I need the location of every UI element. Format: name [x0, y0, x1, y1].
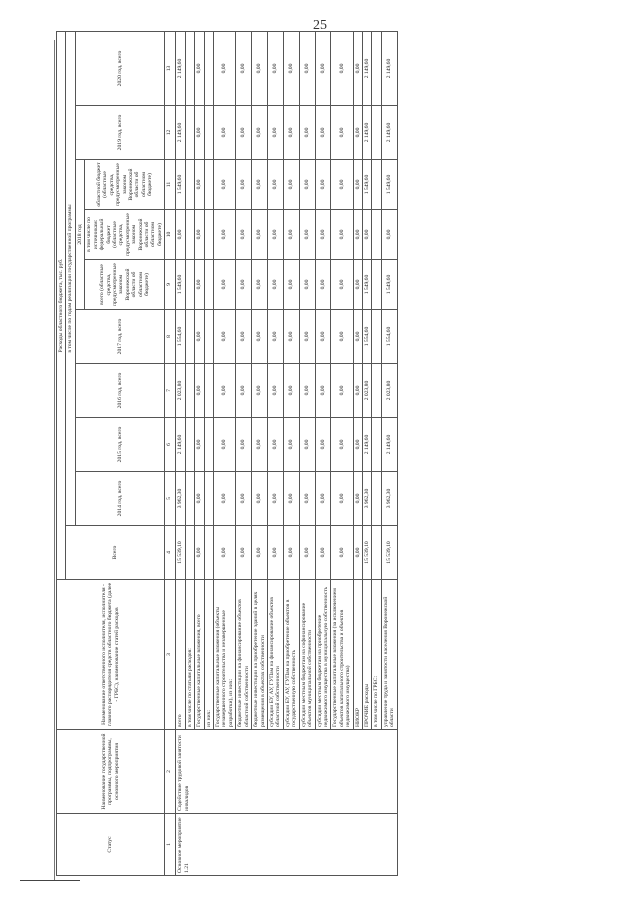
value-cell: 0,00 [353, 32, 362, 106]
value-cell [372, 526, 381, 580]
row-label: субсидии местным бюджетам на софинансирование объектов муниципальной собственности [299, 580, 315, 730]
row-label: субсидии БУ, АУ, ГУПам на финансирование объектов областной собственности [267, 580, 283, 730]
value-cell: 0,00 [252, 364, 268, 418]
value-cell [372, 106, 381, 160]
row-label: в том числе по статьям расходов: [185, 580, 194, 730]
row-label: Государственные капитальные вложения (за исключением объектов капитального строительства и объектов недвижимого имущества) [331, 580, 353, 730]
value-cell: 0,00 [331, 160, 353, 210]
value-cell: 0,00 [214, 260, 236, 310]
value-cell: 2 149,60 [363, 32, 372, 106]
value-cell: 0,00 [267, 210, 283, 260]
value-cell [372, 32, 381, 106]
value-cell: 2 149,60 [363, 418, 372, 472]
value-cell: 0,00 [267, 310, 283, 364]
header-2014: 2014 год, всего [75, 472, 164, 526]
value-cell: 0,00 [363, 210, 372, 260]
row-label: субсидии местным бюджетам на приобретение недвижимого имущества в муниципальную собственность [315, 580, 331, 730]
value-cell [204, 526, 213, 580]
value-cell: 2 149,60 [176, 32, 185, 106]
value-cell: 0,00 [331, 210, 353, 260]
value-cell: 15 539,10 [381, 526, 397, 580]
header-2018-total: всего (областные средства, предусмотренные законом Воронежской области об областном бюджете) [85, 260, 165, 310]
value-cell: 0,00 [214, 364, 236, 418]
value-cell: 0,00 [195, 210, 204, 260]
value-cell: 0,00 [267, 364, 283, 418]
row-label: ПРОЧИЕ расходы [363, 580, 372, 730]
value-cell: 0,00 [267, 260, 283, 310]
header-2018-regional: областной бюджет (областные средства, предусмотренные законом Воронежской области об областном бюджете) [85, 160, 165, 210]
value-cell [204, 364, 213, 418]
value-cell: 2 149,60 [381, 106, 397, 160]
value-cell [204, 310, 213, 364]
value-cell: 0,00 [353, 526, 362, 580]
value-cell: 0,00 [315, 210, 331, 260]
value-cell: 0,00 [252, 526, 268, 580]
value-cell [185, 260, 194, 310]
value-cell: 3 962,30 [176, 472, 185, 526]
row-label: Государственные капитальные вложения (объекты незавершенного строительства и незавершенные разработки), из них: [214, 580, 236, 730]
value-cell [204, 210, 213, 260]
value-cell: 0,00 [299, 260, 315, 310]
value-cell: 0,00 [214, 160, 236, 210]
value-cell: 0,00 [214, 418, 236, 472]
value-cell: 0,00 [236, 106, 252, 160]
value-cell: 0,00 [267, 526, 283, 580]
value-cell: 0,00 [176, 210, 185, 260]
value-cell: 0,00 [236, 418, 252, 472]
value-cell: 0,00 [353, 210, 362, 260]
value-cell: 0,00 [252, 160, 268, 210]
value-cell: 0,00 [331, 32, 353, 106]
value-cell: 0,00 [353, 310, 362, 364]
value-cell: 0,00 [267, 418, 283, 472]
value-cell: 0,00 [252, 310, 268, 364]
value-cell: 0,00 [283, 32, 299, 106]
value-cell: 0,00 [214, 526, 236, 580]
row-label: управление труда и занятости населения Воронежской области [381, 580, 397, 730]
value-cell: 0,00 [252, 106, 268, 160]
value-cell: 0,00 [331, 526, 353, 580]
value-cell: 0,00 [299, 210, 315, 260]
value-cell: 0,00 [195, 160, 204, 210]
value-cell: 0,00 [331, 472, 353, 526]
value-cell [204, 160, 213, 210]
value-cell: 0,00 [353, 160, 362, 210]
value-cell: 0,00 [299, 526, 315, 580]
value-cell: 0,00 [214, 106, 236, 160]
value-cell: 0,00 [283, 260, 299, 310]
value-cell: 0,00 [283, 310, 299, 364]
value-cell: 0,00 [331, 260, 353, 310]
header-sources: в том числе по источникам: [86, 217, 99, 252]
value-cell: 1 549,60 [176, 260, 185, 310]
row-label: Государственные капитальные вложения, всего [195, 580, 204, 730]
index-cell: 6 [165, 418, 176, 472]
value-cell: 0,00 [315, 106, 331, 160]
value-cell: 0,00 [195, 310, 204, 364]
value-cell [204, 32, 213, 106]
value-cell: 0,00 [236, 310, 252, 364]
value-cell: 0,00 [331, 310, 353, 364]
value-cell: 0,00 [315, 260, 331, 310]
header-2018: 2018 год [75, 160, 84, 310]
header-2018-federal [85, 210, 165, 260]
value-cell: 0,00 [283, 210, 299, 260]
value-cell: 0,00 [236, 32, 252, 106]
header-2015: 2015 год, всего [75, 418, 164, 472]
index-cell: 11 [165, 160, 176, 210]
value-cell [372, 472, 381, 526]
value-cell: 15 539,10 [363, 526, 372, 580]
value-cell: 0,00 [315, 364, 331, 418]
value-cell [185, 32, 194, 106]
value-cell: 0,00 [299, 160, 315, 210]
value-cell [185, 106, 194, 160]
margin-rule [54, 40, 55, 880]
value-cell: 0,00 [283, 472, 299, 526]
value-cell: 0,00 [283, 418, 299, 472]
value-cell [372, 310, 381, 364]
value-cell: 0,00 [195, 260, 204, 310]
value-cell: 0,00 [331, 106, 353, 160]
header-2019: 2019 год, всего [75, 106, 164, 160]
value-cell: 1 549,60 [363, 260, 372, 310]
value-cell: 1 549,60 [176, 160, 185, 210]
row-label: в том числе по ГРБС: [372, 580, 381, 730]
value-cell: 0,00 [236, 260, 252, 310]
value-cell: 0,00 [214, 32, 236, 106]
value-cell: 0,00 [195, 526, 204, 580]
index-row [165, 32, 176, 876]
value-cell: 0,00 [267, 472, 283, 526]
value-cell: 0,00 [283, 526, 299, 580]
header-2016: 2016 год, всего [75, 364, 164, 418]
value-cell: 0,00 [331, 418, 353, 472]
value-cell: 0,00 [252, 472, 268, 526]
status-cell: Основное мероприятие 1.21 [176, 814, 397, 876]
value-cell: 3 962,30 [363, 472, 372, 526]
value-cell: 1 549,60 [381, 160, 397, 210]
value-cell: 0,00 [252, 260, 268, 310]
index-cell: 7 [165, 364, 176, 418]
value-cell: 1 554,60 [381, 310, 397, 364]
value-cell [185, 526, 194, 580]
header-years-group: в том числе по годам реализации государственной программы [66, 32, 75, 526]
index-cell: 9 [165, 260, 176, 310]
index-cell: 10 [165, 210, 176, 260]
index-cell: 3 [165, 580, 176, 730]
value-cell: 2 023,80 [381, 364, 397, 418]
value-cell: 0,00 [299, 472, 315, 526]
index-cell: 4 [165, 526, 176, 580]
value-cell: 2 023,80 [176, 364, 185, 418]
index-cell: 13 [165, 32, 176, 106]
value-cell: 0,00 [214, 310, 236, 364]
value-cell [185, 364, 194, 418]
value-cell: 0,00 [267, 106, 283, 160]
header-total: Всего [66, 526, 165, 580]
value-cell [185, 418, 194, 472]
value-cell: 2 149,60 [381, 32, 397, 106]
value-cell: 3 962,30 [381, 472, 397, 526]
header-responsible: Наименование ответственного исполнителя, исполнителя - главного распорядителя средств областного бюджета (далее - ГРБС), наименование статей расходов [57, 580, 165, 730]
value-cell [372, 210, 381, 260]
budget-table [56, 31, 398, 876]
value-cell: 0,00 [195, 364, 204, 418]
value-cell [204, 106, 213, 160]
value-cell: 0,00 [299, 310, 315, 364]
value-cell: 0,00 [299, 32, 315, 106]
value-cell: 0,00 [195, 32, 204, 106]
value-cell: 2 149,60 [176, 106, 185, 160]
table-body [176, 32, 397, 876]
value-cell: 2 149,60 [176, 418, 185, 472]
value-cell: 0,00 [315, 526, 331, 580]
program-cell: Содействие трудовой занятости инвалидов [176, 730, 397, 814]
value-cell: 0,00 [236, 472, 252, 526]
header-budget-group: Расходы областного бюджета, тыс. руб. [57, 32, 66, 580]
value-cell: 0,00 [267, 32, 283, 106]
value-cell: 0,00 [315, 160, 331, 210]
header-federal-label: федеральный бюджет (областные средства, предусмотренные законом Воронежской области об областном бюджете) [99, 213, 163, 256]
value-cell: 0,00 [214, 210, 236, 260]
value-cell: 0,00 [315, 310, 331, 364]
value-cell: 0,00 [283, 364, 299, 418]
value-cell [185, 472, 194, 526]
value-cell: 0,00 [353, 106, 362, 160]
row-label: НИОКР [353, 580, 362, 730]
value-cell [204, 418, 213, 472]
value-cell [204, 260, 213, 310]
value-cell: 2 149,60 [363, 106, 372, 160]
value-cell: 0,00 [381, 210, 397, 260]
value-cell: 2 149,60 [381, 418, 397, 472]
value-cell: 0,00 [267, 160, 283, 210]
row-label: бюджетные инвестиции на приобретение зданий в целях размещения в объектах собственности [252, 580, 268, 730]
value-cell: 0,00 [331, 364, 353, 418]
value-cell: 0,00 [315, 418, 331, 472]
row-label: всего [176, 580, 185, 730]
index-cell: 2 [165, 730, 176, 814]
index-cell: 5 [165, 472, 176, 526]
header-2017: 2017 год, всего [75, 310, 164, 364]
value-cell: 0,00 [252, 32, 268, 106]
value-cell [185, 310, 194, 364]
value-cell: 0,00 [236, 364, 252, 418]
value-cell: 0,00 [252, 210, 268, 260]
value-cell: 0,00 [353, 260, 362, 310]
value-cell [204, 472, 213, 526]
page-number: 25 [313, 18, 327, 33]
value-cell: 0,00 [195, 472, 204, 526]
value-cell: 0,00 [315, 472, 331, 526]
value-cell: 0,00 [236, 210, 252, 260]
value-cell: 0,00 [353, 364, 362, 418]
value-cell: 0,00 [236, 160, 252, 210]
value-cell: 15 539,10 [176, 526, 185, 580]
index-cell: 1 [165, 814, 176, 876]
value-cell: 0,00 [214, 472, 236, 526]
value-cell: 0,00 [299, 106, 315, 160]
index-cell: 8 [165, 310, 176, 364]
table-row [176, 32, 185, 876]
value-cell [372, 418, 381, 472]
value-cell: 0,00 [353, 472, 362, 526]
footer-rule [20, 880, 80, 881]
value-cell [372, 260, 381, 310]
value-cell [185, 160, 194, 210]
value-cell [185, 210, 194, 260]
value-cell: 0,00 [236, 526, 252, 580]
value-cell: 0,00 [195, 106, 204, 160]
value-cell: 0,00 [299, 418, 315, 472]
value-cell: 0,00 [283, 106, 299, 160]
value-cell: 1 549,60 [381, 260, 397, 310]
header-program: Наименование государственной программы, подпрограммы, основного мероприятия [57, 730, 165, 814]
value-cell [372, 364, 381, 418]
value-cell: 1 554,60 [176, 310, 185, 364]
value-cell: 1 554,60 [363, 310, 372, 364]
row-label: субсидии БУ, АУ, ГУПам на приобретение объектов в государственную собственность [283, 580, 299, 730]
value-cell: 0,00 [315, 32, 331, 106]
value-cell: 1 549,60 [363, 160, 372, 210]
value-cell: 0,00 [195, 418, 204, 472]
value-cell: 0,00 [299, 364, 315, 418]
header-2020: 2020 год, всего [75, 32, 164, 106]
index-cell: 12 [165, 106, 176, 160]
value-cell: 2 023,80 [363, 364, 372, 418]
value-cell [372, 160, 381, 210]
value-cell: 0,00 [252, 418, 268, 472]
rotated-table-container [56, 36, 616, 876]
header-status: Статус [57, 814, 165, 876]
row-label: из них: [204, 580, 213, 730]
value-cell: 0,00 [353, 418, 362, 472]
value-cell: 0,00 [283, 160, 299, 210]
row-label: бюджетные инвестиции на финансирование объектов областной собственности [236, 580, 252, 730]
